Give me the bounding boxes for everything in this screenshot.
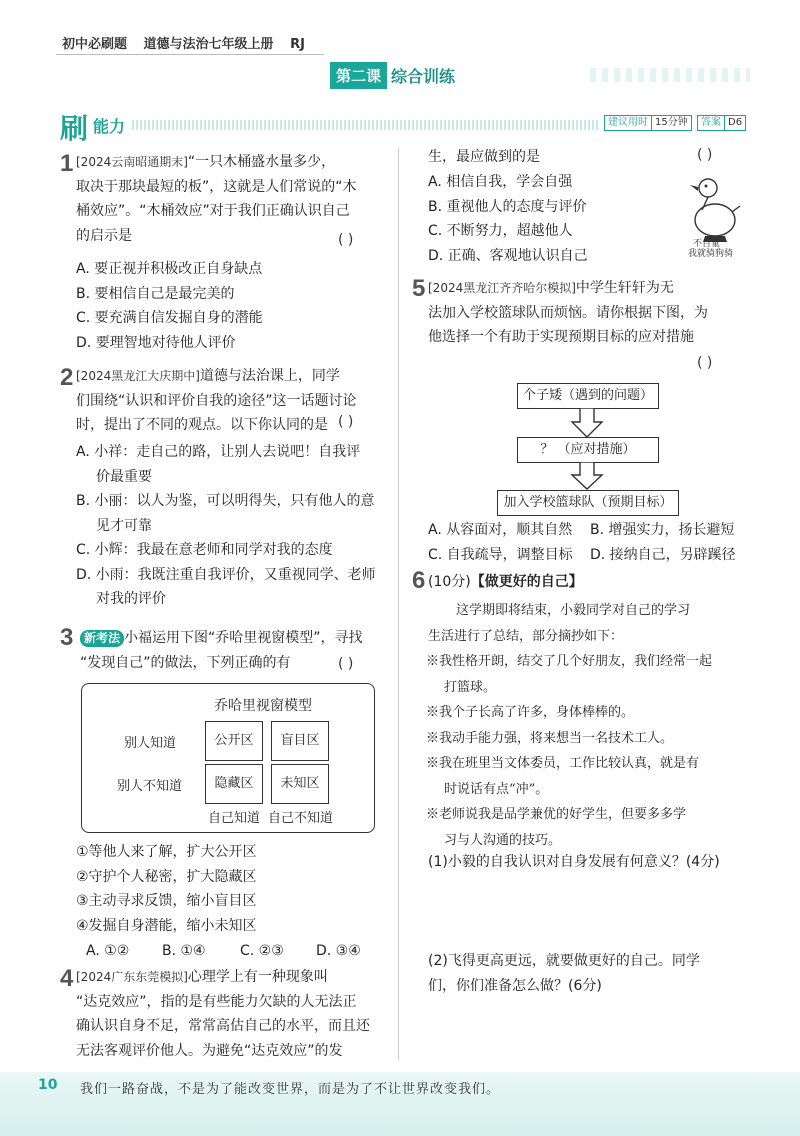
- lesson-tag: 第二课: [330, 62, 387, 89]
- q2-option-a[interactable]: A. 小祥：走自己的路，让别人去说吧！自我评: [76, 444, 361, 460]
- answer-ref: [697, 115, 746, 131]
- q2-option-b-cont: 见才可靠: [96, 517, 152, 534]
- q6-note: 打篮球。: [444, 679, 497, 695]
- q2-line: 道德与法治课上，同学: [199, 368, 340, 384]
- q3-item: ③主动寻求反馈，缩小盲目区: [76, 893, 257, 909]
- new-method-badge: 新考法: [80, 630, 124, 647]
- q1-line: “一只木桶盛水量多少，: [187, 154, 336, 170]
- section-rule: [132, 120, 600, 130]
- q5-stem: [428, 276, 760, 350]
- q1-answer-blank[interactable]: ( ): [338, 232, 354, 248]
- q6-intro: 生活进行了总结，部分摘抄如下：: [428, 628, 624, 644]
- duck-caption-1: 不自量: [693, 239, 721, 249]
- q5-option-c[interactable]: C. 自我疏导，调整目标: [428, 547, 573, 563]
- q2-line: 们围绕“认识和评价自我的途径”这一话题讨论: [76, 392, 357, 409]
- q2-option-b[interactable]: B. 小丽：以人为鉴，可以明得失，只有他人的意: [76, 493, 375, 509]
- q3-line: “发现自己”的做法，下列正确的有: [80, 654, 291, 671]
- edition: RJ: [290, 37, 305, 52]
- q3-choice-b[interactable]: B. ①④: [162, 943, 206, 959]
- q6-title: 【做更好的自己】: [470, 574, 583, 590]
- q4-line: “达克效应”，指的是有些能力欠缺的人无法正: [76, 993, 357, 1010]
- q3-item: ①等他人来了解，扩大公开区: [76, 844, 257, 860]
- q6-note: ※老师说我是品学兼优的好学生，但要多多学: [426, 807, 687, 822]
- q6-note: ※我个子长高了许多，身体棒棒的。: [426, 705, 635, 720]
- q4-source: [2024广东东莞模拟]: [76, 970, 188, 984]
- time-value: 15分钟: [651, 116, 691, 130]
- q2-option-d[interactable]: D. 小雨：我既注重自我评价，又重视同学、老师: [76, 566, 376, 583]
- lesson-title: 综合训练: [391, 66, 456, 86]
- q6-number: 6: [412, 567, 426, 594]
- q1-number: 1: [60, 150, 74, 177]
- q1-option-a[interactable]: A. 要正视并积极改正自身缺点: [76, 261, 263, 277]
- q6-answer-area-1[interactable]: [428, 878, 758, 942]
- section-title: 能力: [93, 117, 126, 136]
- answer-label: 答案: [701, 117, 721, 128]
- q1-source: [2024云南昭通期末]: [76, 155, 188, 169]
- q4-line: 心理学上有一种现象叫: [187, 969, 328, 985]
- q6-heading: [428, 570, 583, 595]
- johari-title: 乔哈里视窗模型: [214, 698, 312, 714]
- q2-options: [76, 440, 394, 612]
- johari-hidden-area: 隐藏区: [205, 764, 263, 804]
- q5-line: 法加入学校篮球队而烦恼。请你根据下图，为: [428, 304, 708, 321]
- q6-sub2-line: 们，你们准备怎么做？(6分): [428, 977, 602, 994]
- running-header: [62, 33, 317, 52]
- q4-line: 确认识自身不足，常常高估自己的水平，而且还: [76, 1018, 370, 1034]
- johari-blind-area: 盲目区: [271, 721, 329, 761]
- q5-answer-blank[interactable]: ( ): [697, 355, 713, 371]
- answer-value: D6: [724, 116, 745, 130]
- q1-line: 的启示是: [76, 227, 132, 244]
- q5-line: 中学生轩轩为无: [575, 280, 674, 296]
- q1-line: 取决于那块最短的板”，这就是人们常说的“木: [76, 178, 357, 195]
- q4-number: 4: [60, 965, 74, 992]
- header-decoration: [590, 68, 750, 82]
- lesson-heading: [330, 62, 455, 88]
- q6-subquestion-1: (1)小毅的自我认识对自身发展有何意义？(4分): [428, 854, 720, 870]
- q2-number: 2: [60, 364, 74, 391]
- q3-item: ④发掘自身潜能，缩小未知区: [76, 917, 257, 934]
- q4-line: 无法客观评价他人。为避免“达克效应”的发: [76, 1042, 343, 1059]
- duck-caption-2: 我就骑狗骑: [688, 249, 734, 259]
- johari-row-unknown: 别人不知道: [117, 779, 183, 794]
- q3-choice-c[interactable]: C. ②③: [240, 943, 284, 959]
- q6-note: ※我动手能力强，将来想当一名技术工人。: [426, 730, 674, 746]
- header-rule: [56, 54, 324, 55]
- q6-score: (10分): [428, 574, 471, 590]
- q4-option-d[interactable]: D. 正确、客观地认识自己: [428, 247, 588, 264]
- column-divider: [398, 148, 399, 1060]
- time-label: 建议用时: [608, 117, 648, 128]
- footer-motto: 我们一路奋战，不是为了能改变世界，而是为了不让世界改变我们。: [80, 1082, 501, 1097]
- q3-line: 小福运用下图“乔哈里视窗模型”，寻找: [124, 630, 363, 646]
- q4-options: [428, 170, 588, 268]
- q2-option-a-cont: 价最重要: [96, 468, 152, 485]
- q3-number: 3: [60, 624, 74, 651]
- suggested-time: [604, 115, 692, 131]
- johari-unknown-area: 未知区: [271, 764, 329, 804]
- q1-option-d[interactable]: D. 要理智地对待他人评价: [76, 334, 236, 351]
- q5-option-b[interactable]: B. 增强实力，扬长避短: [590, 522, 735, 538]
- q1-option-b[interactable]: B. 要相信自己是最完美的: [76, 285, 235, 302]
- q5-option-d[interactable]: D. 接纳自己，另辟蹊径: [590, 547, 736, 563]
- q3-choice-a[interactable]: A. ①②: [86, 943, 130, 959]
- q5-source: [2024黑龙江齐齐哈尔模拟]: [428, 281, 576, 295]
- q4-option-b[interactable]: B. 重视他人的态度与评价: [428, 198, 587, 215]
- johari-col-known: 自己知道: [208, 811, 261, 826]
- q6-intro: 这学期即将结束，小毅同学对自己的学习: [456, 603, 691, 618]
- q4-option-c[interactable]: C. 不断努力，超越他人: [428, 223, 573, 239]
- q3-answer-blank[interactable]: ( ): [338, 656, 354, 672]
- q3-choice-d[interactable]: D. ③④: [316, 943, 361, 959]
- johari-open-area: 公开区: [205, 721, 263, 761]
- q6-material: [428, 598, 762, 853]
- q6-answer-area-2[interactable]: [428, 1000, 758, 1060]
- q1-line: 桶效应”。“木桶效应”对于我们正确认识自己: [76, 203, 350, 219]
- q5-number: 5: [412, 275, 426, 302]
- johari-row-known: 别人知道: [124, 736, 177, 751]
- q5-option-a[interactable]: A. 从容面对，顺其自然: [428, 522, 573, 538]
- q2-line: 时，提出了不同的观点。以下你认同的是: [76, 417, 328, 433]
- q2-option-d-cont: 对我的评价: [96, 591, 166, 607]
- q2-answer-blank[interactable]: ( ): [338, 414, 354, 430]
- q6-note: 时说话有点“冲”。: [444, 781, 549, 797]
- q6-note: ※我性格开朗，结交了几个好朋友，我们经常一起: [426, 654, 713, 669]
- book-name: 道德与法治七年级上册: [143, 37, 274, 52]
- q2-source: [2024黑龙江大庆期中]: [76, 369, 200, 383]
- q6-sub2-line: (2)飞得更高更远，就要做更好的自己。同学: [428, 953, 700, 969]
- q6-note: ※我在班里当文体委员，工作比较认真，就是有: [426, 756, 700, 771]
- flow-measure: ？ （应对措施）: [517, 437, 659, 463]
- q1-option-c[interactable]: C. 要充满自信发掘自身的潜能: [76, 310, 263, 326]
- section-icon: 刷: [60, 112, 89, 145]
- q4-stem: [76, 965, 394, 1063]
- q3-items: [76, 840, 257, 938]
- q1-options: [76, 257, 263, 355]
- q4-option-a[interactable]: A. 相信自我，学会自强: [428, 174, 573, 190]
- johari-col-unknown: 自己不知道: [268, 811, 334, 826]
- q2-option-c[interactable]: C. 小辉：我最在意老师和同学对我的态度: [76, 542, 333, 558]
- flow-goal: 加入学校篮球队（预期目标）: [497, 490, 679, 516]
- q3-item: ②守护个人秘密，扩大隐藏区: [76, 868, 257, 885]
- q4-answer-blank[interactable]: ( ): [697, 147, 713, 163]
- page-number: 10: [38, 1077, 58, 1093]
- series-name: 初中必刷题: [62, 37, 128, 52]
- q5-line: 他选择一个有助于实现预期目标的应对措施: [428, 329, 694, 345]
- flow-problem: 个子矮（遇到的问题）: [517, 383, 659, 409]
- q6-note: 习与人沟通的技巧。: [444, 832, 562, 848]
- q4-stem-cont: 生，最应做到的是: [428, 149, 540, 165]
- q6-subquestion-2: [428, 949, 762, 998]
- flow-arrow-down-icon: [569, 408, 605, 438]
- flow-arrow-down-icon: [569, 462, 605, 490]
